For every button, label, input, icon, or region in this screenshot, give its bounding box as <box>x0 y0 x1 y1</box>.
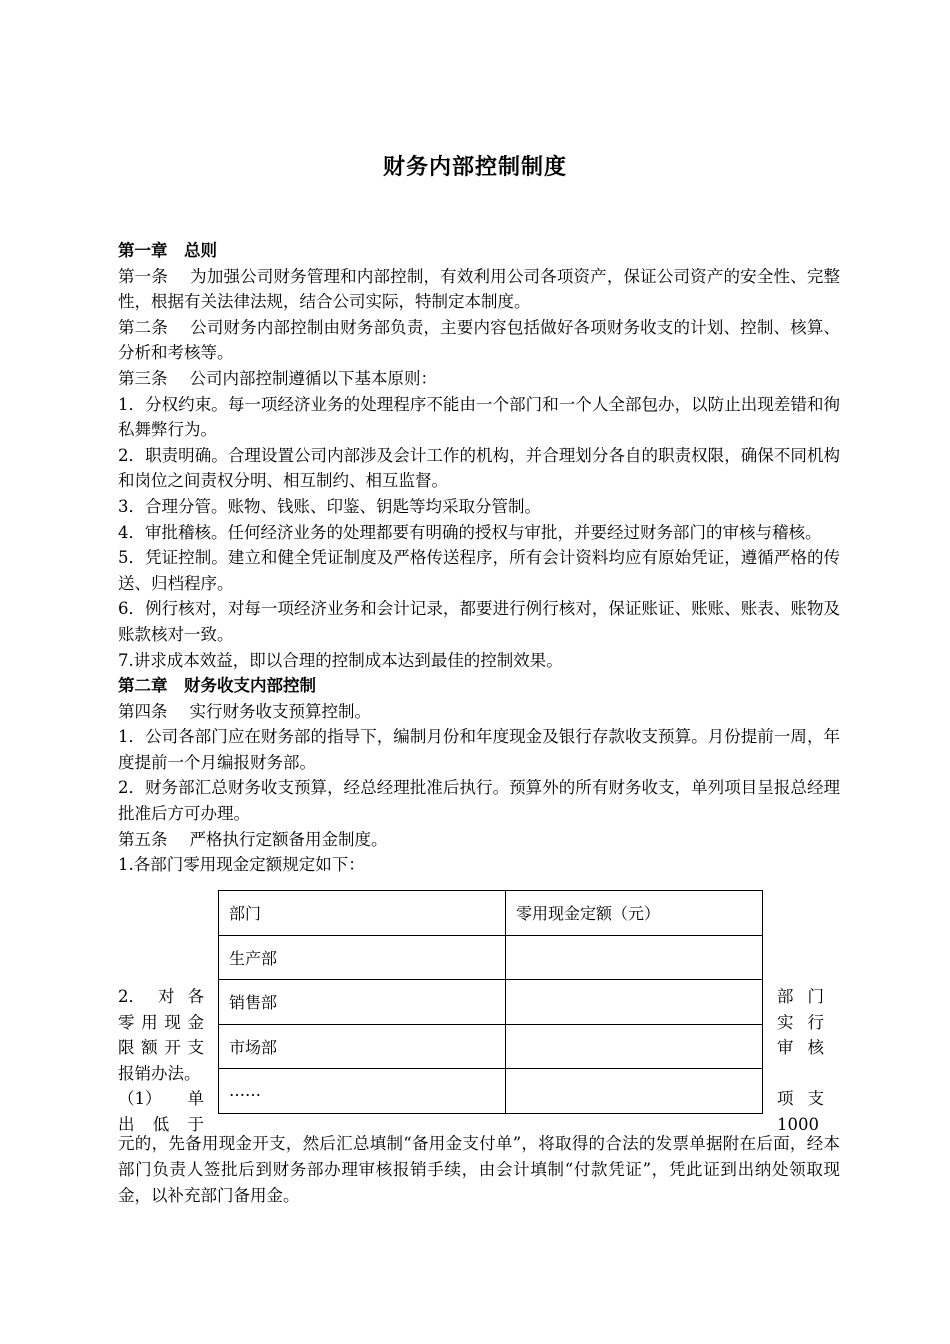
table-cell: …… <box>219 1069 506 1114</box>
article-text: 公司内部控制遵循以下基本原则： <box>189 368 437 388</box>
wrap-char: 行 <box>807 1012 824 1032</box>
chapter-2-heading: 第二章 财务收支内部控制 <box>118 676 316 696</box>
wrap-char: 支 <box>807 1089 824 1108</box>
wrapped-text-left <box>118 984 204 1137</box>
wrapped-text-right <box>777 984 824 1137</box>
table-row <box>219 935 763 980</box>
wrap-line <box>777 1010 824 1036</box>
table-row <box>219 1069 763 1114</box>
wrap-char: 单 <box>187 1089 204 1108</box>
article-text: 实行财务收支预算控制。 <box>189 701 371 721</box>
article-4 <box>118 699 840 725</box>
table-cell: 生产部 <box>219 935 506 980</box>
table-cell: 销售部 <box>219 980 506 1025</box>
wrap-char: 零 <box>118 1012 135 1032</box>
table-cell <box>506 1024 763 1069</box>
wrap-char: 出 <box>118 1114 135 1134</box>
principle-item: 7.讲求成本效益，即以合理的控制成本达到最佳的控制效果。 <box>118 650 563 670</box>
wrap-char: 部 <box>777 987 794 1006</box>
principle-item: 6．例行核对，对每一项经济业务和会计记录，都要进行例行核对，保证账证、账账、账表、账物及账款核对一致。 <box>118 599 840 644</box>
reimbursement-paragraph <box>118 1131 840 1209</box>
petty-cash-table <box>218 890 763 1114</box>
wrap-line <box>118 1010 204 1036</box>
wrap-char: 限 <box>118 1038 135 1057</box>
table-row <box>219 1024 763 1069</box>
table-row <box>219 980 763 1025</box>
wrap-line <box>777 1086 824 1112</box>
wrap-char: 1000 <box>777 1114 819 1134</box>
wrap-line <box>118 1086 204 1112</box>
article-label: 第二条 <box>118 317 168 337</box>
document-body <box>118 238 840 878</box>
principle-item: 2．职责明确。合理设置公司内部涉及会计工作的机构，并合理划分各自的职责权限，确保不同机构和岗位之间责权分明、相互制约、相互监督。 <box>118 445 840 491</box>
article-4-item: 1．公司各部门应在财务部的指导下，编制月份和年度现金及银行存款收支预算。月份提前一周，年度提前一个月编报财务部。 <box>118 727 840 772</box>
wrap-char: 低 <box>152 1114 170 1134</box>
wrap-char: 核 <box>807 1038 824 1057</box>
table-cell <box>506 980 763 1025</box>
wrap-char: 2． <box>118 987 145 1006</box>
wrap-char: 门 <box>807 987 824 1006</box>
article-text: 为加强公司财务管理和内部控制，有效利用公司各项资产，保证公司资产的安全性、完整性，根据有关法律法规，结合公司实际，特制定本制度。 <box>118 266 840 312</box>
wrap-line <box>777 984 824 1010</box>
table-cell: 市场部 <box>219 1024 506 1069</box>
article-4-item: 2．财务部汇总财务收支预算，经总经理批准后执行。预算外的所有财务收支，单列项目呈报总经理批准后方可办理。 <box>118 778 840 824</box>
table-header-cell: 部门 <box>219 891 506 936</box>
article-2 <box>118 315 840 366</box>
wrap-char: （1） <box>118 1089 162 1108</box>
wrap-char: 项 <box>777 1089 794 1108</box>
wrap-char: 审 <box>777 1038 794 1057</box>
wrap-char: 额 <box>141 1038 158 1057</box>
wrap-char: 各 <box>187 987 204 1006</box>
wrap-line <box>118 1035 204 1061</box>
wrap-line <box>118 984 204 1010</box>
article-label: 第一条 <box>118 266 168 286</box>
wrap-line <box>118 1061 204 1087</box>
wrap-char: 实 <box>777 1012 794 1032</box>
principle-item: 3．合理分管。账物、钱账、印鉴、钥匙等均采取分管制。 <box>118 496 541 516</box>
wrap-line <box>777 1061 824 1087</box>
paragraph-text: 元的，先备用现金开支，然后汇总填制“备用金支付单”，将取得的合法的发票单据附在后面，经本部门负责人签批后到财务部办理审核报销手续，由会计填制“付款凭证”，凭此证到出纳处领取现金，以补充部门备用金。 <box>118 1134 840 1205</box>
wrap-char: 对 <box>158 987 175 1006</box>
wrap-char: 现 <box>164 1012 181 1032</box>
table-cell <box>506 1069 763 1114</box>
article-label: 第四条 <box>118 701 168 721</box>
chapter-1-heading: 第一章 总则 <box>118 241 217 260</box>
wrap-line <box>777 1035 824 1061</box>
principle-item: 5．凭证控制。建立和健全凭证制度及严格传送程序，所有会计资料均应有原始凭证，遵循严格的传送、归档程序。 <box>118 548 840 593</box>
principle-item: 1．分权约束。每一项经济业务的处理程序不能由一个部门和一个人全部包办，以防止出现差错和徇私舞弊行为。 <box>118 394 840 440</box>
document-title: 财务内部控制制度 <box>382 155 567 180</box>
wrap-char: 支 <box>187 1038 204 1057</box>
wrap-char: 报销办法。 <box>118 1063 201 1083</box>
article-label: 第三条 <box>118 368 168 388</box>
article-5 <box>118 827 840 853</box>
article-5-item-1: 1.各部门零用现金定额规定如下： <box>118 855 365 875</box>
wrap-char: 用 <box>141 1012 158 1032</box>
principle-item: 4．审批稽核。任何经济业务的处理都要有明确的授权与审批，并要经过财务部门的审核与稽核。 <box>118 522 822 542</box>
table-cell <box>506 935 763 980</box>
wrap-char: 于 <box>187 1114 204 1134</box>
wrap-char: 开 <box>164 1038 181 1057</box>
table-header-cell: 零用现金定额（元） <box>506 891 763 936</box>
wrap-char: 金 <box>187 1012 204 1032</box>
article-text: 严格执行定额备用金制度。 <box>189 829 388 849</box>
article-3 <box>118 366 840 392</box>
article-label: 第五条 <box>118 829 168 849</box>
table-header-row <box>219 891 763 936</box>
article-text: 公司财务内部控制由财务部负责，主要内容包括做好各项财务收支的计划、控制、核算、分析和考核等。 <box>118 317 840 363</box>
article-1 <box>118 264 840 315</box>
